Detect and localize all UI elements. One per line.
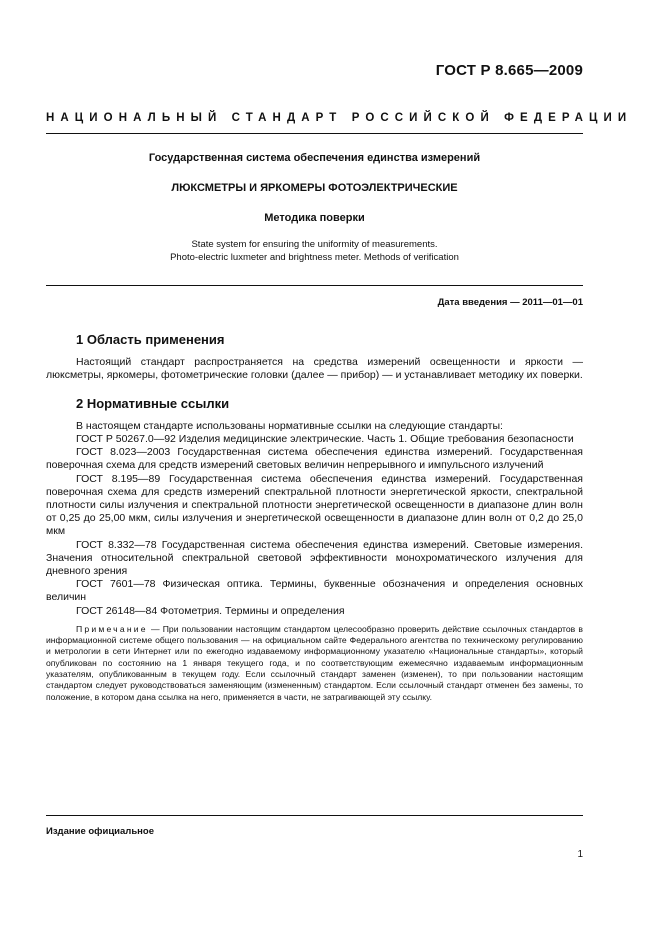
section-2-heading: 2 Нормативные ссылки bbox=[76, 395, 230, 411]
page-number: 1 bbox=[577, 849, 583, 860]
section-1-heading: 1 Область применения bbox=[76, 332, 225, 347]
note-text: — При пользовании настоящим стандартом целесообразно проверить действие ссылочных стандартов в информационной системе общего пользования — на официальном сайте Федерального агентства по техническому регулированию и метрологии в сети Интернет или по ежегодно издаваемому информационному указателю «Национальные стандарты», который опубликован по состоянию на 1 января текущего года, и по соответствующим ежемесячно издаваемым информационным указателям, опубликованным в текущем году. Если ссылочный стандарт заменен (изменен), то при пользовании настоящим стандартом следует руководствоваться заменяющим (измененным) стандартом. Если ссылочный стандарт отменен без замены, то положение, в котором дана ссылка на него, применяется в части, не затрагивающей эту ссылку. bbox=[46, 623, 583, 702]
footer-divider bbox=[46, 815, 583, 816]
note bbox=[46, 624, 583, 703]
reference-item: ГОСТ 8.332—78 Государственная система обеспечения единства измерений. Световые измерения. Значения относительной спектральной световой эффективности монохроматического излучения для дневного зрения bbox=[46, 538, 583, 578]
reference-item: ГОСТ Р 50267.0—92 Изделия медицинские электрические. Часть 1. Общие требования безопасности bbox=[76, 433, 574, 446]
national-standard-banner: НАЦИОНАЛЬНЫЙ СТАНДАРТ РОССИЙСКОЙ ФЕДЕРАЦИИ bbox=[46, 112, 633, 124]
reference-item: ГОСТ 26148—84 Фотометрия. Термины и определения bbox=[76, 604, 345, 617]
reference-item: ГОСТ 7601—78 Физическая оптика. Термины, буквенные обозначения и определения основных величин bbox=[46, 578, 583, 604]
title-line-3: Методика поверки bbox=[264, 212, 365, 224]
english-title-line-1: State system for ensuring the uniformity of measurements. bbox=[191, 239, 438, 250]
title-line-1: Государственная система обеспечения единства измерений bbox=[148, 152, 481, 164]
intro-date: Дата введения — 2011—01—01 bbox=[437, 297, 583, 308]
edition-label: Издание официальное bbox=[46, 826, 154, 837]
english-title-line-2: Photo-electric luxmeter and brightness meter. Methods of verification bbox=[170, 252, 459, 263]
section-1-text: Настоящий стандарт распространяется на средства измерений освещенности и яркости — люксметры, яркомеры, фотометрические головки (далее — прибор) — и устанавливает методику их поверки. bbox=[46, 356, 583, 382]
section-2-intro: В настоящем стандарте использованы нормативные ссылки на следующие стандарты: bbox=[76, 419, 503, 432]
note-label: Примечание bbox=[76, 623, 148, 634]
english-title bbox=[46, 238, 583, 264]
top-divider bbox=[46, 133, 583, 134]
main-content bbox=[46, 333, 583, 703]
reference-item: ГОСТ 8.023—2003 Государственная система обеспечения единства измерений. Государственная поверочная схема для средств измерений световых величин непрерывного и импульсного излучений bbox=[46, 446, 583, 472]
title-line-2: ЛЮКСМЕТРЫ И ЯРКОМЕРЫ ФОТОЭЛЕКТРИЧЕСКИЕ bbox=[171, 182, 458, 194]
title-block bbox=[46, 152, 583, 264]
gost-code: ГОСТ Р 8.665—2009 bbox=[435, 62, 583, 79]
reference-item: ГОСТ 8.195—89 Государственная система обеспечения единства измерений. Государственная поверочная схема для средств измерений спектральной плотности энергетической яркости, спектральной плотности силы излучения и спектральной плотности энергетической освещенности в диапазоне длин волн от 0,25 до 25,00 мкм, силы излучения и энергетической освещенности в диапазоне длин волн от 0,2 до 25,0 мкм bbox=[46, 472, 583, 538]
title-divider bbox=[46, 285, 583, 286]
